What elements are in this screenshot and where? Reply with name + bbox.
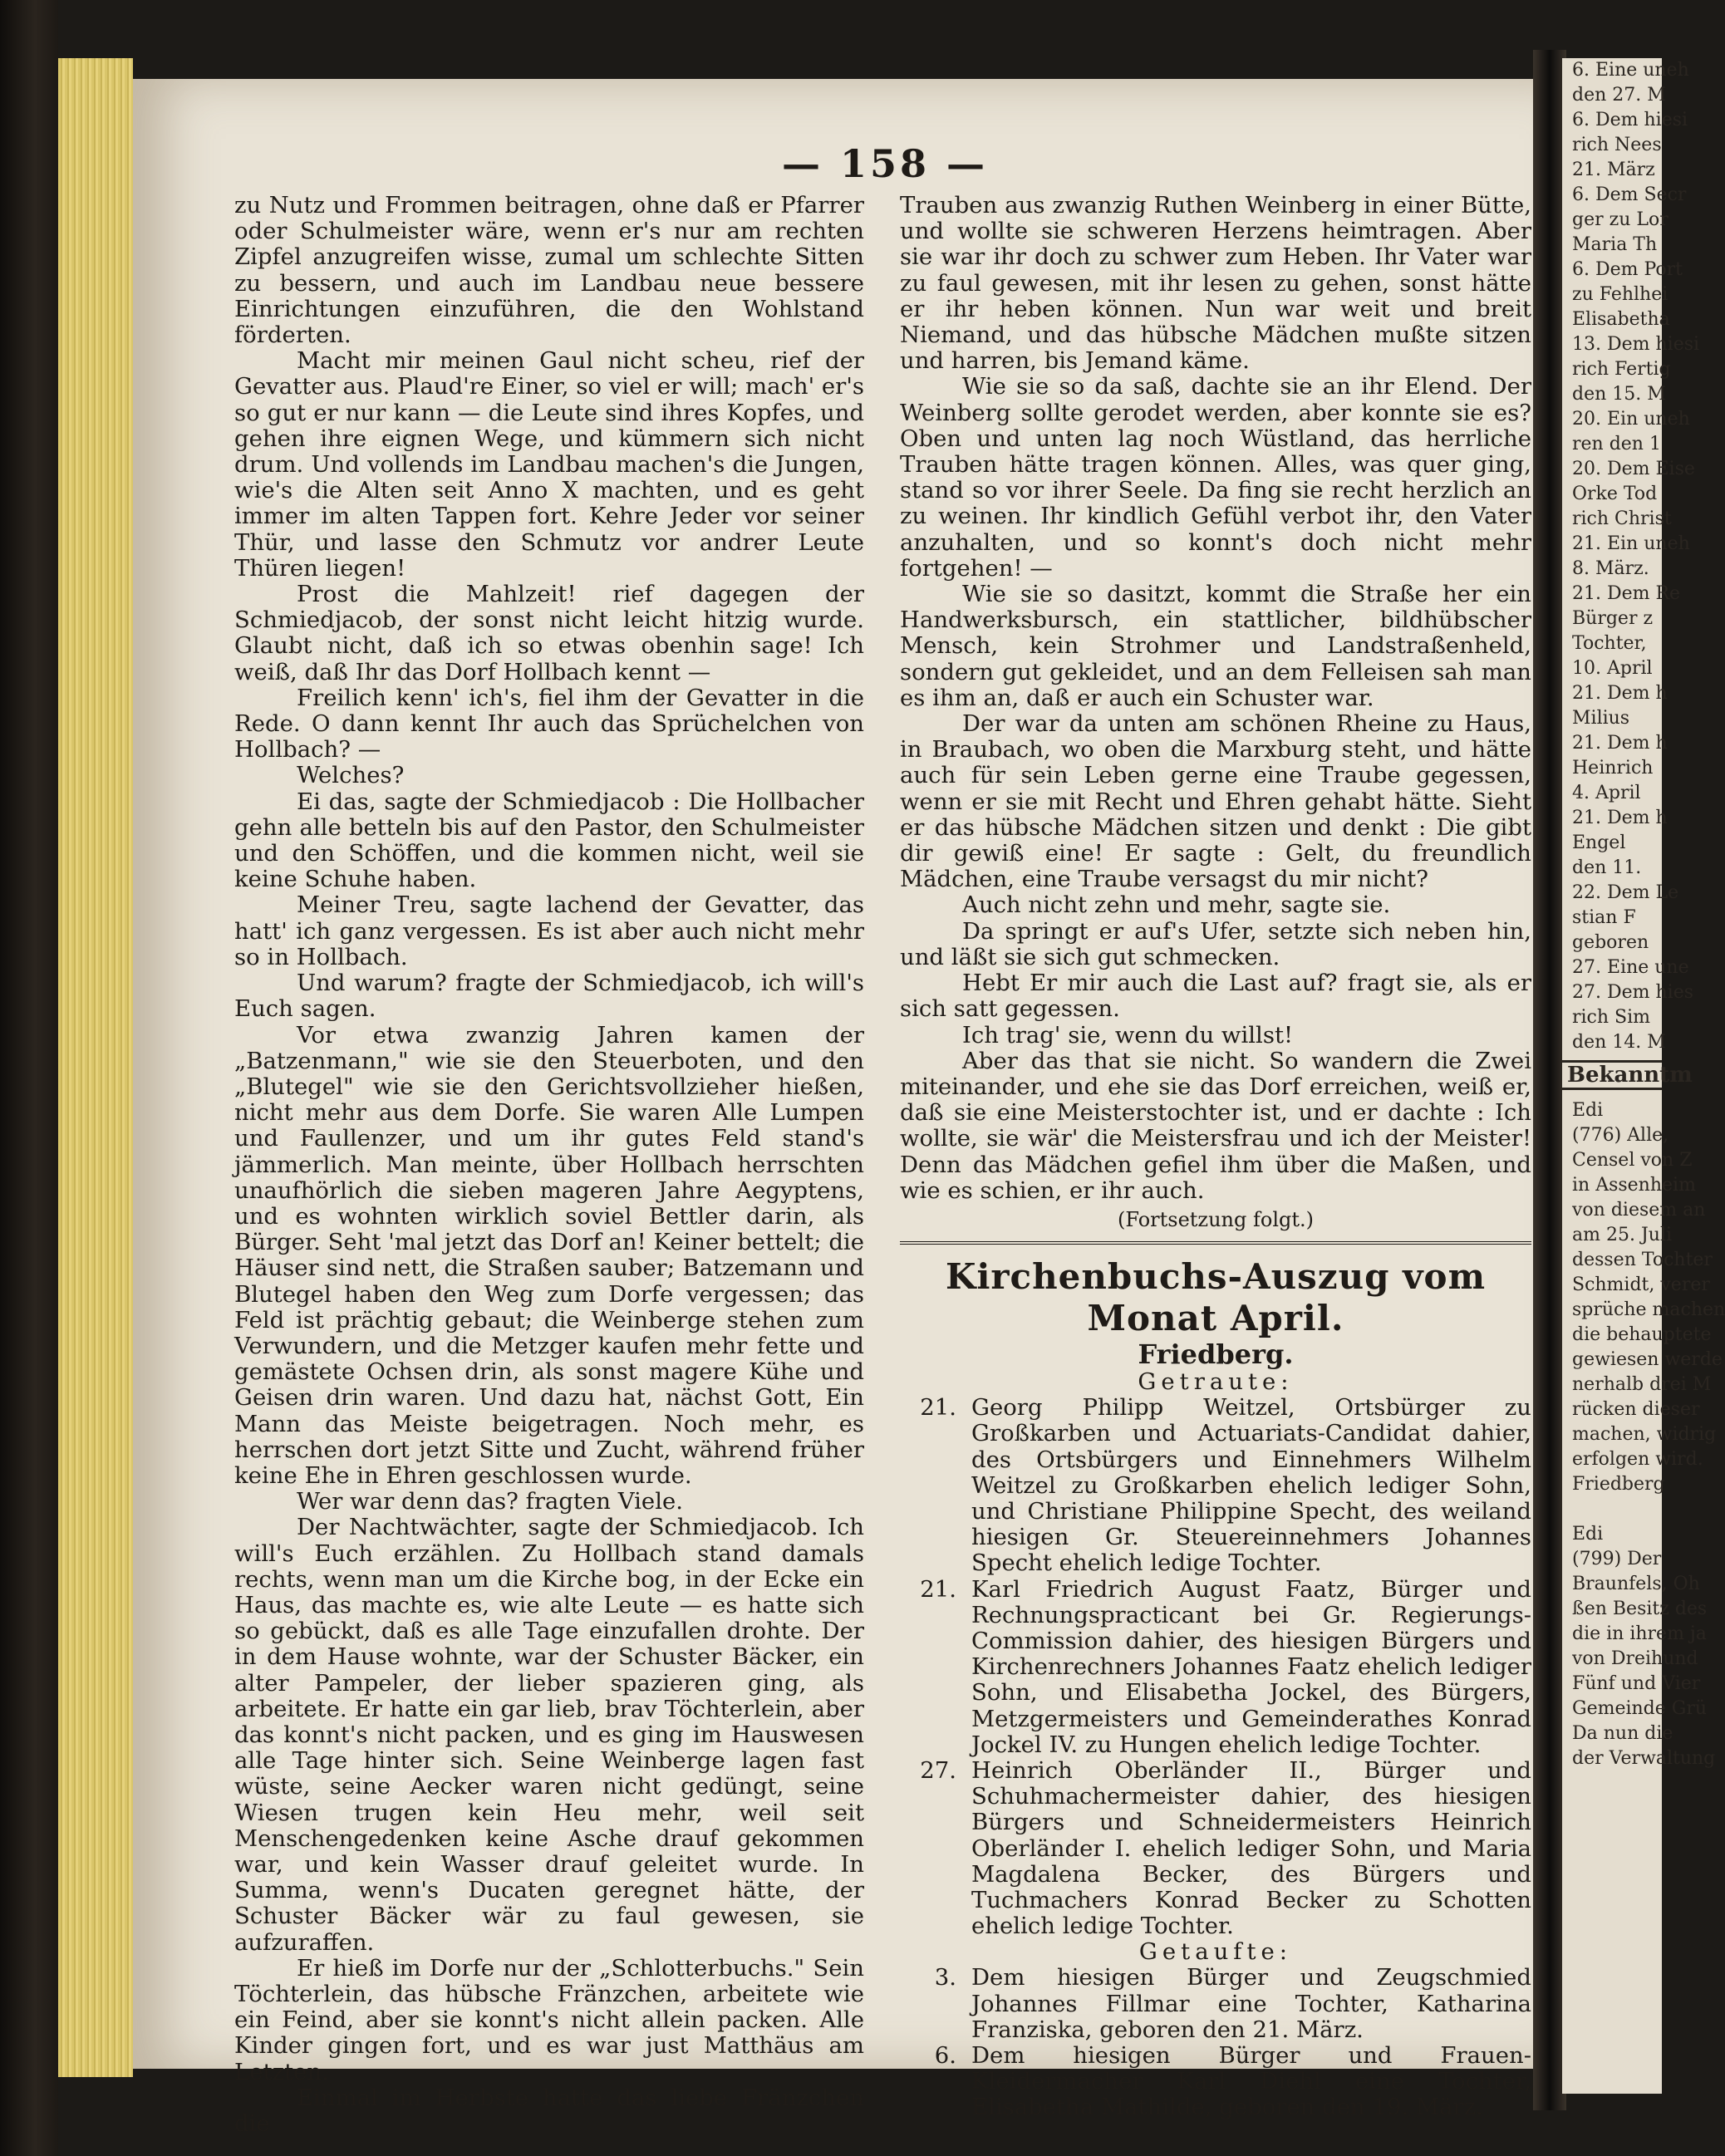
left-column	[234, 193, 864, 2137]
paragraph: Ich trag' sie, wenn du willst!	[962, 1021, 1294, 1049]
paragraph: Meiner Treu, sagte lachend der Gevatter, das hatt' ich ganz vergessen. Es ist aber auch nicht mehr so in Hollbach.	[234, 891, 864, 970]
fragment-line: von diesem an	[1572, 1200, 1706, 1220]
paragraph: Da springt er auf's Ufer, setzte sich neben hin, und läßt sie sich gut schmecken.	[900, 917, 1531, 970]
fragment-line: Gemeinde Grü	[1572, 1698, 1708, 1719]
entry-number: 21.	[920, 1394, 956, 1422]
entry-text: Karl Friedrich August Faatz, Bürger und Rechnungspracticant bei Gr. Regierungs-Commission dahier, des hiesigen Bürgers und Kirchenrechners Johannes Faatz ehelich lediger Sohn, und Elisabetha Jockel, des Bürgers, Metzgermeisters und Gemeinderathes Konrad Jockel IV. zu Hungen ehelich ledige Tochter.	[971, 1575, 1531, 1758]
paragraph: Auch nicht zehn und mehr, sagte sie.	[962, 891, 1391, 919]
fragment-line: ren den 1	[1572, 434, 1661, 454]
fragment-line: 6. Eine uneh	[1572, 60, 1689, 81]
fragment-line: nerhalb drei M	[1572, 1374, 1712, 1395]
page-number: — 158 —	[781, 141, 989, 186]
fragment-line: dessen Tochter	[1572, 1250, 1713, 1270]
fragment-line: (776) Alle,	[1572, 1125, 1669, 1146]
entry-text: Georg Philipp Weitzel, Ortsbürger zu Großkarben und Actuariats-Candidat dahier, des Ortsbürgers und Einnehmers Wilhelm Weitzel zu Großkarben ehelich lediger Sohn, und Christiane Philippine Specht, des weiland hiesigen Gr. Steuereinnehmers Johannes Specht ehelich ledige Tochter.	[971, 1394, 1531, 1577]
fragment-line: den 15. M	[1572, 384, 1666, 405]
fragment-line: Da nun die	[1572, 1723, 1673, 1744]
baptized-heading: Getaufte:	[1138, 1938, 1293, 1966]
right-column	[900, 193, 1531, 2121]
continuation-note: (Fortsetzung folgt.)	[1118, 1207, 1314, 1231]
fragment-line: 6. Dem hiesi	[1572, 110, 1688, 130]
fragment-line: rich Christ	[1572, 508, 1672, 529]
fragment-line	[1567, 1497, 1662, 1522]
fragment-line: Milius	[1572, 708, 1630, 729]
fragment-line: ger zu Lor	[1572, 209, 1668, 230]
fragment-line: den 11.	[1572, 857, 1642, 878]
fragment-line: 13. Dem hiesi	[1572, 334, 1700, 355]
book-binding	[0, 0, 58, 2156]
fragment-line: 20. Dem Eise	[1572, 459, 1695, 479]
register-entry	[900, 1395, 1531, 1576]
next-page-heading: Bekanntm	[1562, 1060, 1662, 1090]
register-entry	[900, 2043, 1531, 2121]
fragment-line: Tochter,	[1572, 633, 1647, 654]
paragraph: Wie sie so da saß, dachte sie an ihr Elend. Der Weinberg sollte gerodet werden, aber konnte sie es? Oben und unten lag noch Wüstland, das herrliche Trauben hätte tragen können. Alles, was quer ging, stand so vor ihrer Seele. Da fing sie recht herzlich an zu weinen. Ihr kindlich Gefühl verbot ihr, den Vater anzuhalten, und so konnt's doch nicht mehr fortgehen! —	[900, 373, 1531, 582]
fragment-line: geboren	[1572, 932, 1649, 953]
fragment-line: zu Fehlhei	[1572, 284, 1668, 305]
paragraph: Ei das, sagte der Schmiedjacob : Die Hollbacher gehn alle betteln bis auf den Pastor, den Schulmeister und den Schöffen, und die kommen nicht, weil sie keine Schuhe haben.	[234, 788, 864, 893]
fragment-line: Schmidt, verer	[1572, 1274, 1710, 1295]
fragment-line: 20. Ein uneh	[1572, 409, 1690, 430]
fragment-line: rich Nees	[1572, 135, 1662, 155]
fragment-line: 4. April	[1572, 783, 1641, 803]
fragment-line: Fünf und Vier	[1572, 1673, 1701, 1694]
fragment-line: von Dreihund	[1572, 1648, 1698, 1669]
book-gutter	[1533, 50, 1566, 2110]
fragment-line: 27. Dem hies	[1572, 982, 1694, 1003]
fragment-line: stian F	[1572, 907, 1636, 928]
fragment-line: 21. Dem h	[1572, 683, 1668, 704]
paragraph: Trauben aus zwanzig Ruthen Weinberg in einer Bütte, und wollte sie schweren Herzens heimtragen. Aber sie war ihr doch zu schwer zum Heben. Ihr Vater war zu faul gewesen, mit ihr lesen zu gehen, sonst hätte er ihr heben können. Nun war weit und breit Niemand, und das hübsche Mädchen mußte sitzen und harren, bis Jemand käme.	[900, 192, 1531, 375]
paragraph: Prost die Mahlzeit! rief dagegen der Schmiedjacob, der sonst nicht leicht hitzig wurde. Glaubt nicht, daß ich so etwas obenhin sage! Ich weiß, daß Ihr das Dorf Hollbach kennt —	[234, 581, 864, 685]
fragment-line: Bürger z	[1572, 608, 1654, 629]
paragraph: Er hieß im Dorfe nur der „Schlotterbuchs." Sein Töchterlein, das hübsche Fränzchen, arbeitete wie ein Feind, aber sie konnt's nicht allein packen. Alle Kinder gingen fort, und es war just Matthäus am Letzten.	[234, 1954, 864, 2085]
fragment-line: 10. April	[1572, 658, 1653, 679]
paragraph: Welches?	[297, 762, 405, 789]
paragraph: Wer war denn das? fragten Viele.	[297, 1488, 684, 1515]
fragment-line: 21. März	[1572, 160, 1655, 180]
fragment-line: 21. Dem Re	[1572, 583, 1681, 604]
paragraph: Freilich kenn' ich's, fiel ihm der Gevatter in die Rede. O dann kennt Ihr auch das Sprüchelchen von Hollbach? —	[234, 684, 864, 764]
paragraph: Und warum? fragte der Schmiedjacob, ich will's Euch sagen.	[234, 970, 864, 1023]
fragment-line: in Assenheim	[1572, 1175, 1696, 1196]
register-entry	[900, 1758, 1531, 1939]
paragraph: zu Nutz und Frommen beitragen, ohne daß er Pfarrer oder Schulmeister wäre, wenn er's nur am rechten Zipfel anzugreifen wisse, zumal um schlechte Sitten zu bessern, und auch im Landbau neue bessere Einrichtungen einzuführen, die den Wohlstand förderten.	[234, 192, 864, 349]
fragment-line: sprüche machen	[1572, 1299, 1725, 1320]
fragment-line: die behauptete	[1572, 1324, 1712, 1345]
paragraph: Aber das that sie nicht. So wandern die Zwei miteinander, und ehe sie das Dorf erreichen, weiß er, daß sie eine Meisterstochter ist, und er dachte : Ich wollte, sie wär' die Meistersfrau und ich der Meister! Denn das Mädchen gefiel ihm über die Maßen, und wie es schien, er ihr auch.	[900, 1047, 1531, 1204]
paragraph: Der Nachtwächter, sagte der Schmiedjacob. Ich will's Euch erzählen. Zu Hollbach stand damals rechts, wenn man um die Kirche bog, in der Ecke ein Haus, das machte es, wie alte Leute — es hatte sich so gebückt, daß es alle Tage einzufallen drohte. Der in dem Hause wohnte, war der Schuster Bäcker, ein alter Pampeler, der lieber spazieren ging, als arbeitete. Er hatte ein gar lieb, brav Töchterlein, aber das konnt's nicht packen, und es ging im Hauswesen alle Tage hinter sich. Seine Weinberge lagen fast wüste, seine Aecker waren nicht gedüngt, seine Wiesen trugen kein Heu mehr, weil seit Menschengedenken keine Asche drauf gekommen war, und kein Wasser drauf geleitet wurde. In Summa, wenn's Ducaten geregnet hätte, der Schuster Bäcker wär zu faul gewesen, sie aufzuraffen.	[234, 1514, 864, 1956]
register-entry	[900, 1577, 1531, 1758]
fragment-line: die in ihrem ja	[1572, 1623, 1707, 1644]
fragment-line: den 27. M	[1572, 85, 1666, 106]
fragment-line: Elisabetha	[1572, 309, 1670, 330]
fragment-line: rücken dieser	[1572, 1399, 1700, 1420]
entry-text: Heinrich Oberländer II., Bürger und Schuhmachermeister dahier, des hiesigen Bürgers und Schneidermeisters Heinrich Oberländer I. ehelich lediger Sohn, und Maria Magdalena Becker, des Bürgers und Tuchmachers Konrad Becker zu Schotten ehelich ledige Tochter.	[971, 1756, 1531, 1940]
fragment-line: 6. Dem Port	[1572, 259, 1683, 280]
fragment-line: Orke Tod	[1572, 484, 1658, 504]
fragment-line: Edi	[1572, 1100, 1604, 1121]
fragment-line: 22. Dem Le	[1572, 882, 1679, 903]
fragment-line: (799) Der	[1572, 1549, 1662, 1569]
fragment-line: machen, widrig	[1572, 1424, 1717, 1445]
entry-number: 21.	[920, 1575, 956, 1603]
fragment-line: 21. Dem h	[1572, 733, 1668, 754]
fragment-line: rich Sim	[1572, 1007, 1651, 1028]
section-title: Kirchenbuchs-Auszug vom Monat April.	[945, 1256, 1487, 1339]
fragment-line: der Verwaltung	[1572, 1748, 1716, 1769]
fragment-line: 21. Ein uneh	[1572, 533, 1690, 554]
fragment-line: Maria Th	[1572, 234, 1658, 255]
paragraph: Wie sie so dasitzt, kommt die Straße her ein Handwerksbursch, ein stattlicher, bildhübscher Mensch, kein Strohmer und Landstraßenheld, sondern gut gekleidet, und an dem Felleisen sah man es ihm an, daß er auch ein Schuster war.	[900, 581, 1531, 711]
register-entry	[900, 1965, 1531, 2043]
fragment-line: Friedberg	[1572, 1474, 1665, 1495]
fragment-line: gewiesen werde	[1572, 1349, 1723, 1370]
fragment-line: Heinrich	[1572, 758, 1654, 778]
paragraph: Einmal im Herbste hatte das liebe Fränzchen die	[234, 2084, 864, 2138]
section-divider	[900, 1241, 1531, 1245]
entry-text: Dem hiesigen Bürger und Zeugschmied Johannes Fillmar eine Tochter, Katharina Franziska, geboren den 21. März.	[971, 1964, 1531, 2043]
entry-number: 27.	[920, 1756, 956, 1784]
fragment-line: 27. Eine une	[1572, 957, 1689, 978]
fragment-line: 6. Dem Secr	[1572, 184, 1687, 205]
fragment-line: 21. Dem h	[1572, 808, 1668, 828]
section-place: Friedberg.	[1138, 1338, 1294, 1371]
fragment-line: erfolgen wird.	[1572, 1449, 1703, 1470]
entry-text: Dem hiesigen Bürger und Frauen-Kleidermacher Karl Diehl eine Tochter, Elisabetha Mathilde, geboren den 19. März.	[971, 2042, 1531, 2121]
fragment-line: Edi	[1572, 1524, 1604, 1545]
paragraph: Der war da unten am schönen Rheine zu Haus, in Braubach, wo oben die Marxburg steht, und hätte auch für sein Leben gerne eine Traube gegessen, wenn er sie mit Recht und Ehren gehabt hätte. Sieht er das hübsche Mädchen sitzen und denkt : Die gibt dir gewiß eine! Er sagte : Gelt, du freundlich Mädchen, eine Traube versagst du mir nicht?	[900, 710, 1531, 893]
next-page-fragment	[1562, 58, 1725, 2094]
fragment-line: rich Fertig	[1572, 359, 1671, 380]
paragraph: Macht mir meinen Gaul nicht scheu, rief der Gevatter aus. Plaud're Einer, so viel er will; mach' er's so gut er nur kann — die Leute sind ihres Kopfes, und gehen ihre eignen Wege, und kümmern sich nicht drum. Und vollends im Landbau machen's die Jungen, wie's die Alten seit Anno X machten, und es geht immer im alten Tappen fort. Kehre Jeder vor seiner Thür, und lasse den Schmutz vor andrer Leute Thüren liegen!	[234, 347, 864, 582]
fragment-line: 8. März.	[1572, 558, 1649, 579]
married-heading: Getraute:	[1138, 1368, 1294, 1396]
fragment-line: den 14. M	[1572, 1032, 1666, 1053]
entry-number: 6.	[934, 2042, 956, 2069]
fragment-line: ßen Besitz des	[1572, 1599, 1708, 1619]
fragment-line: Braunfels, Oh	[1572, 1574, 1700, 1594]
paragraph: Vor etwa zwanzig Jahren kamen der „Batzenmann," wie sie den Steuerboten, und den „Blutegel" wie sie den Gerichtsvollzieher hießen, nicht mehr aus dem Dorfe. Sie waren Alle Lumpen und Faullenzer, und um ihr gutes Feld stand's jämmerlich. Man meinte, über Hollbach herrschten unaufhörlich die sieben mageren Jahre Aegyptens, und es wohnten wirklich soviel Bettler darin, als Bürger. Seht 'mal jetzt das Dorf an! Keiner bettelt; die Häuser sind nett, die Straßen sauber; Batzemann und Blutegel haben den Weg zum Dorfe vergessen; das Feld ist prächtig gebaut; die Weinberge stehen zum Verwundern, und die Metzger kaufen mehr fette und gemästete Ochsen drin, als sonst magere Kühe und Geisen drin waren. Und dazu hat, nächst Gott, Ein Mann das Meiste beigetragen. Noch mehr, es herrschen dort jetzt Sitte und Zucht, während früher keine Ehe in Ehren geschlossen wurde.	[234, 1021, 864, 1489]
paragraph: Hebt Er mir auch die Last auf? fragt sie, als er sich satt gegessen.	[900, 970, 1531, 1023]
fragment-line: Censel von Z	[1572, 1150, 1693, 1171]
fragment-line: Engel	[1572, 832, 1626, 853]
page-edges	[58, 58, 133, 2077]
entry-number: 3.	[934, 1964, 956, 1991]
fragment-line: am 25. Juli	[1572, 1225, 1673, 1245]
